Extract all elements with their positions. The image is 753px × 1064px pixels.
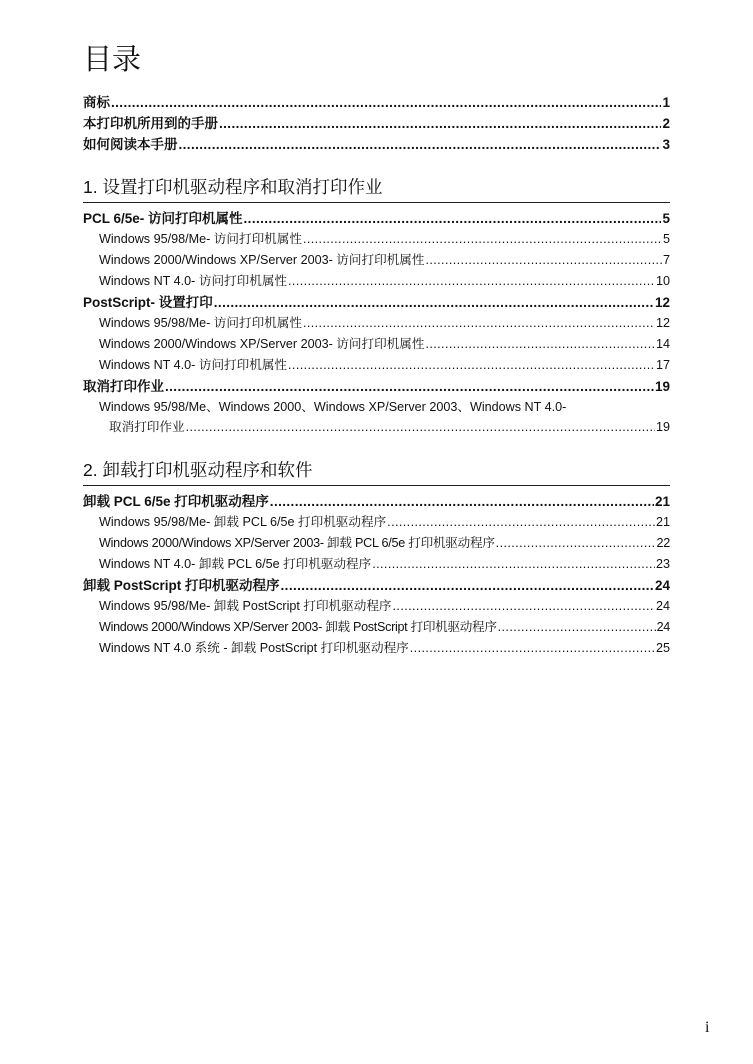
toc-entry[interactable] [83,92,670,113]
toc-section-label: PCL 6/5e- 访问打印机属性 [83,211,243,226]
toc-subentry-label: Windows NT 4.0- 卸载 PCL 6/5e 打印机驱动程序 [99,557,372,571]
dot-leader [281,575,654,596]
toc-subentry-page: 24 [656,620,670,634]
toc-section-label: 取消打印作业 [83,379,164,394]
toc-entry-page: 3 [662,137,670,152]
toc-section-page: 5 [662,211,670,226]
toc-section[interactable] [83,208,670,229]
toc-section-page: 12 [654,295,670,310]
dot-leader [244,208,662,229]
toc-subentry-page: 7 [662,253,670,267]
toc-subentry-page: 19 [655,420,670,434]
dot-leader [498,617,656,638]
toc-subentry-label: Windows NT 4.0- 访问打印机属性 [99,358,288,372]
dot-leader [111,92,661,113]
toc-subentry[interactable] [83,638,670,659]
dot-leader [425,334,655,355]
toc-subentry-label: Windows NT 4.0 系统 - 卸载 PostScript 打印机驱动程序 [99,641,409,655]
toc-entry-page: 2 [662,116,670,131]
dot-leader [165,376,654,397]
dot-leader [288,271,655,292]
toc-subentry-label: Windows 2000/Windows XP/Server 2003- 访问打印机属性 [99,337,425,351]
toc-entry[interactable] [83,113,670,134]
dot-leader [186,417,655,438]
toc-subentry[interactable] [83,617,670,638]
toc-page [83,40,670,659]
toc-subentry-page: 14 [655,337,670,351]
page-title: 目录 [83,44,142,76]
toc-subentry[interactable] [83,596,670,617]
toc-entry-label: 本打印机所用到的手册 [83,116,218,131]
toc-subentry-page: 21 [655,515,670,529]
toc-subentry-label: Windows 95/98/Me- 卸载 PCL 6/5e 打印机驱动程序 [99,515,387,529]
toc-subentry-page: 17 [655,358,670,372]
toc-subentry-label: Windows 2000/Windows XP/Server 2003- 卸载 PCL 6/5e 打印机驱动程序 [99,536,495,550]
toc-section[interactable] [83,292,670,313]
dot-leader [214,292,654,313]
toc-section-page: 24 [654,578,670,593]
dot-leader [372,554,655,575]
chapter-heading: 1. 设置打印机驱动程序和取消打印作业 [83,175,670,203]
toc-section-page: 21 [654,494,670,509]
toc-subentry-page: 12 [655,316,670,330]
toc-entry-label: 如何阅读本手册 [83,137,178,152]
toc-subentry-page: 10 [655,274,670,288]
toc-subentry-page: 5 [662,232,670,246]
toc-section[interactable] [83,491,670,512]
page-number: i [705,1019,710,1036]
toc-subentry-first-line[interactable]: Windows 95/98/Me、Windows 2000、Windows XP/Server 2003、Windows NT 4.0- [99,400,567,414]
dot-leader [270,491,654,512]
toc-subentry-label: Windows 2000/Windows XP/Server 2003- 卸载 PostScript 打印机驱动程序 [99,620,497,634]
toc-section-label: 卸载 PostScript 打印机驱动程序 [83,578,280,593]
dot-leader [410,638,655,659]
toc-entry-label: 商标 [83,95,110,110]
toc-subentry-page: 25 [655,641,670,655]
toc-subentry[interactable] [83,355,670,376]
toc-subentry-page: 24 [655,599,670,613]
toc-subentry-label: Windows NT 4.0- 访问打印机属性 [99,274,288,288]
toc-subentry-page: 23 [655,557,670,571]
toc-entry-page: 1 [662,95,670,110]
dot-leader [387,512,655,533]
dot-leader [393,596,655,617]
toc-subentry[interactable] [83,334,670,355]
toc-subentry-label: Windows 95/98/Me- 访问打印机属性 [99,316,302,330]
toc-subentry-label: Windows 95/98/Me- 卸载 PostScript 打印机驱动程序 [99,599,392,613]
dot-leader [219,113,661,134]
toc-entry[interactable] [83,134,670,155]
toc-section-label: 卸载 PCL 6/5e 打印机驱动程序 [83,494,269,509]
chapter-heading: 2. 卸载打印机驱动程序和软件 [83,458,670,486]
toc-subentry[interactable] [83,250,670,271]
toc-subentry-label: Windows 95/98/Me- 访问打印机属性 [99,232,302,246]
toc-subentry[interactable] [83,229,670,250]
toc-section[interactable] [83,575,670,596]
toc-subentry[interactable] [83,554,670,575]
toc-subentry[interactable] [83,417,670,438]
toc-section-label: PostScript- 设置打印 [83,295,213,310]
dot-leader [288,355,655,376]
toc-subentry[interactable] [83,271,670,292]
toc-subentry[interactable] [83,533,670,554]
toc-subentry-label: 取消打印作业 [109,420,185,434]
toc-subentry[interactable] [83,313,670,334]
toc-subentry-label: Windows 2000/Windows XP/Server 2003- 访问打印机属性 [99,253,425,267]
toc-section[interactable] [83,376,670,397]
dot-leader [303,313,655,334]
toc-subentry[interactable] [83,512,670,533]
dot-leader [425,250,662,271]
toc-section-page: 19 [654,379,670,394]
dot-leader [303,229,662,250]
toc-subentry-page: 22 [656,536,670,550]
dot-leader [179,134,662,155]
dot-leader [496,533,656,554]
